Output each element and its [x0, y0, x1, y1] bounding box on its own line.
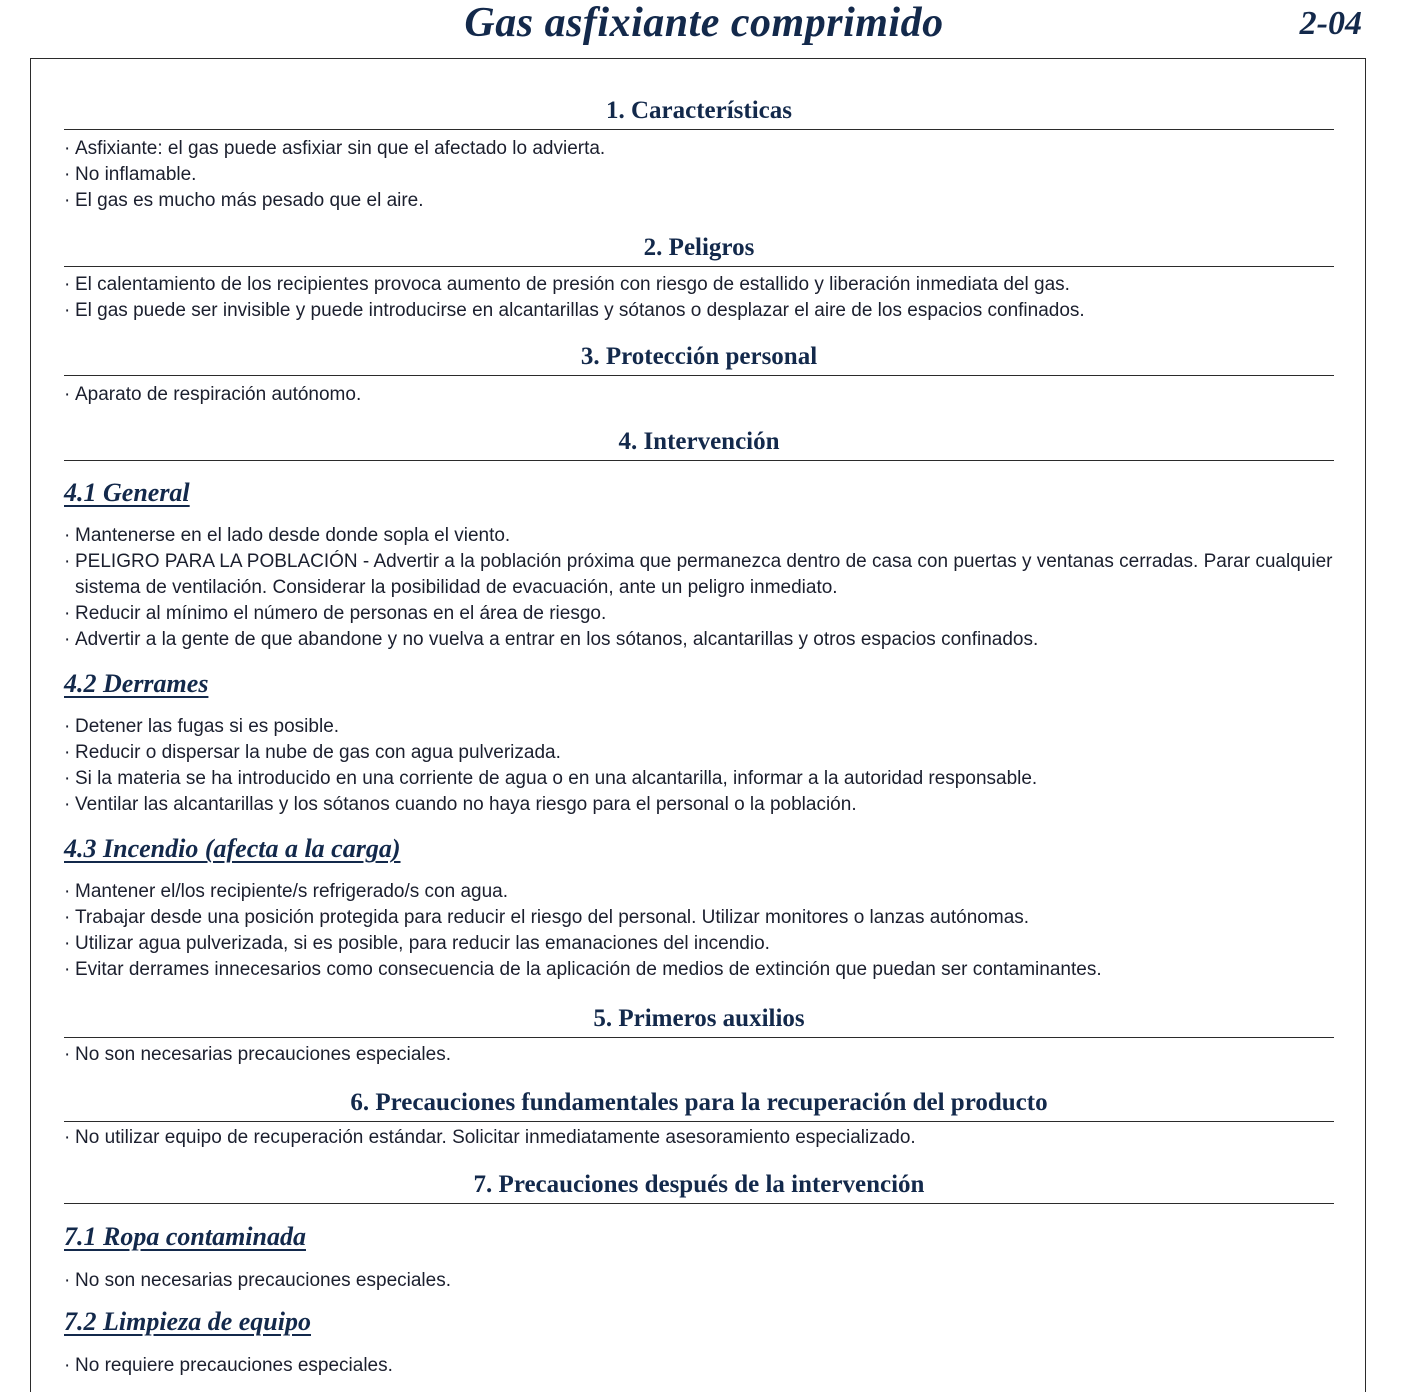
list-primeros-auxilios [64, 1042, 1336, 1068]
section-title-caracteristicas: 1. Características [64, 96, 1334, 130]
list-item: · No utilizar equipo de recuperación estándar. Solicitar inmediatamente asesoramiento especializado. [64, 1125, 1336, 1151]
section-title-intervencion: 4. Intervención [64, 427, 1334, 461]
list-ropa-contaminada [64, 1268, 1336, 1294]
list-incendio [64, 879, 1336, 983]
list-caracteristicas [64, 136, 1336, 214]
list-item: · El calentamiento de los recipientes provoca aumento de presión con riesgo de estallido y liberación inmediata del gas. [64, 272, 1336, 298]
list-item: · No requiere precauciones especiales. [64, 1353, 1336, 1379]
list-derrames [64, 714, 1336, 818]
page-title: Gas asfixiante comprimido [464, 0, 944, 46]
list-item: · Ventilar las alcantarillas y los sótanos cuando no haya riesgo para el personal o la población. [64, 792, 1336, 818]
list-item: · Detener las fugas si es posible. [64, 714, 1336, 740]
list-item: · Mantenerse en el lado desde donde sopla el viento. [64, 523, 1336, 549]
list-proteccion-personal [64, 382, 1336, 408]
subsection-title-general: 4.1 General [64, 478, 190, 507]
list-item: · No inflamable. [64, 162, 1336, 188]
list-item: · Reducir al mínimo el número de personas en el área de riesgo. [64, 601, 1336, 627]
list-general [64, 523, 1336, 653]
list-item: · Trabajar desde una posición protegida para reducir el riesgo del personal. Utilizar monitores o lanzas autónomas. [64, 905, 1336, 931]
list-recuperacion-producto [64, 1125, 1336, 1151]
section-title-peligros: 2. Peligros [64, 233, 1334, 267]
section-title-despues-intervencion: 7. Precauciones después de la intervención [64, 1170, 1334, 1204]
list-item: · PELIGRO PARA LA POBLACIÓN - Advertir a la población próxima que permanezca dentro de casa con puertas y ventanas cerradas. Parar cualquier sistema de ventilación. Considerar la posibilidad de evacuación, ante un peligro inmediato. [64, 549, 1336, 601]
list-item: · Aparato de respiración autónomo. [64, 382, 1336, 408]
subsection-title-derrames: 4.2 Derrames [64, 669, 209, 698]
section-title-proteccion-personal: 3. Protección personal [64, 342, 1334, 376]
list-item: · Asfixiante: el gas puede asfixiar sin que el afectado lo advierta. [64, 136, 1336, 162]
subsection-title-ropa-contaminada: 7.1 Ropa contaminada [64, 1222, 306, 1251]
subsection-title-incendio: 4.3 Incendio (afecta a la carga) [64, 834, 401, 863]
section-title-recuperacion-producto: 6. Precauciones fundamentales para la recuperación del producto [64, 1088, 1334, 1122]
list-item: · Utilizar agua pulverizada, si es posible, para reducir las emanaciones del incendio. [64, 931, 1336, 957]
list-item: · El gas es mucho más pesado que el aire. [64, 188, 1336, 214]
list-item: · Si la materia se ha introducido en una corriente de agua o en una alcantarilla, informar a la autoridad responsable. [64, 766, 1336, 792]
list-item: · Evitar derrames innecesarios como consecuencia de la aplicación de medios de extinción que puedan ser contaminantes. [64, 957, 1336, 983]
list-item: · No son necesarias precauciones especiales. [64, 1042, 1336, 1068]
list-item: · Mantener el/los recipiente/s refrigerado/s con agua. [64, 879, 1336, 905]
list-limpieza-equipo [64, 1353, 1336, 1379]
list-item: · No son necesarias precauciones especiales. [64, 1268, 1336, 1294]
subsection-title-limpieza-equipo: 7.2 Limpieza de equipo [64, 1307, 311, 1336]
list-item: · El gas puede ser invisible y puede introducirse en alcantarillas y sótanos o desplazar el aire de los espacios confinados. [64, 298, 1336, 324]
document-code: 2-04 [1299, 5, 1362, 42]
list-item: · Reducir o dispersar la nube de gas con agua pulverizada. [64, 740, 1336, 766]
list-peligros [64, 272, 1336, 324]
list-item: · Advertir a la gente de que abandone y no vuelva a entrar en los sótanos, alcantarillas y otros espacios confinados. [64, 627, 1336, 653]
section-title-primeros-auxilios: 5. Primeros auxilios [64, 1004, 1334, 1038]
